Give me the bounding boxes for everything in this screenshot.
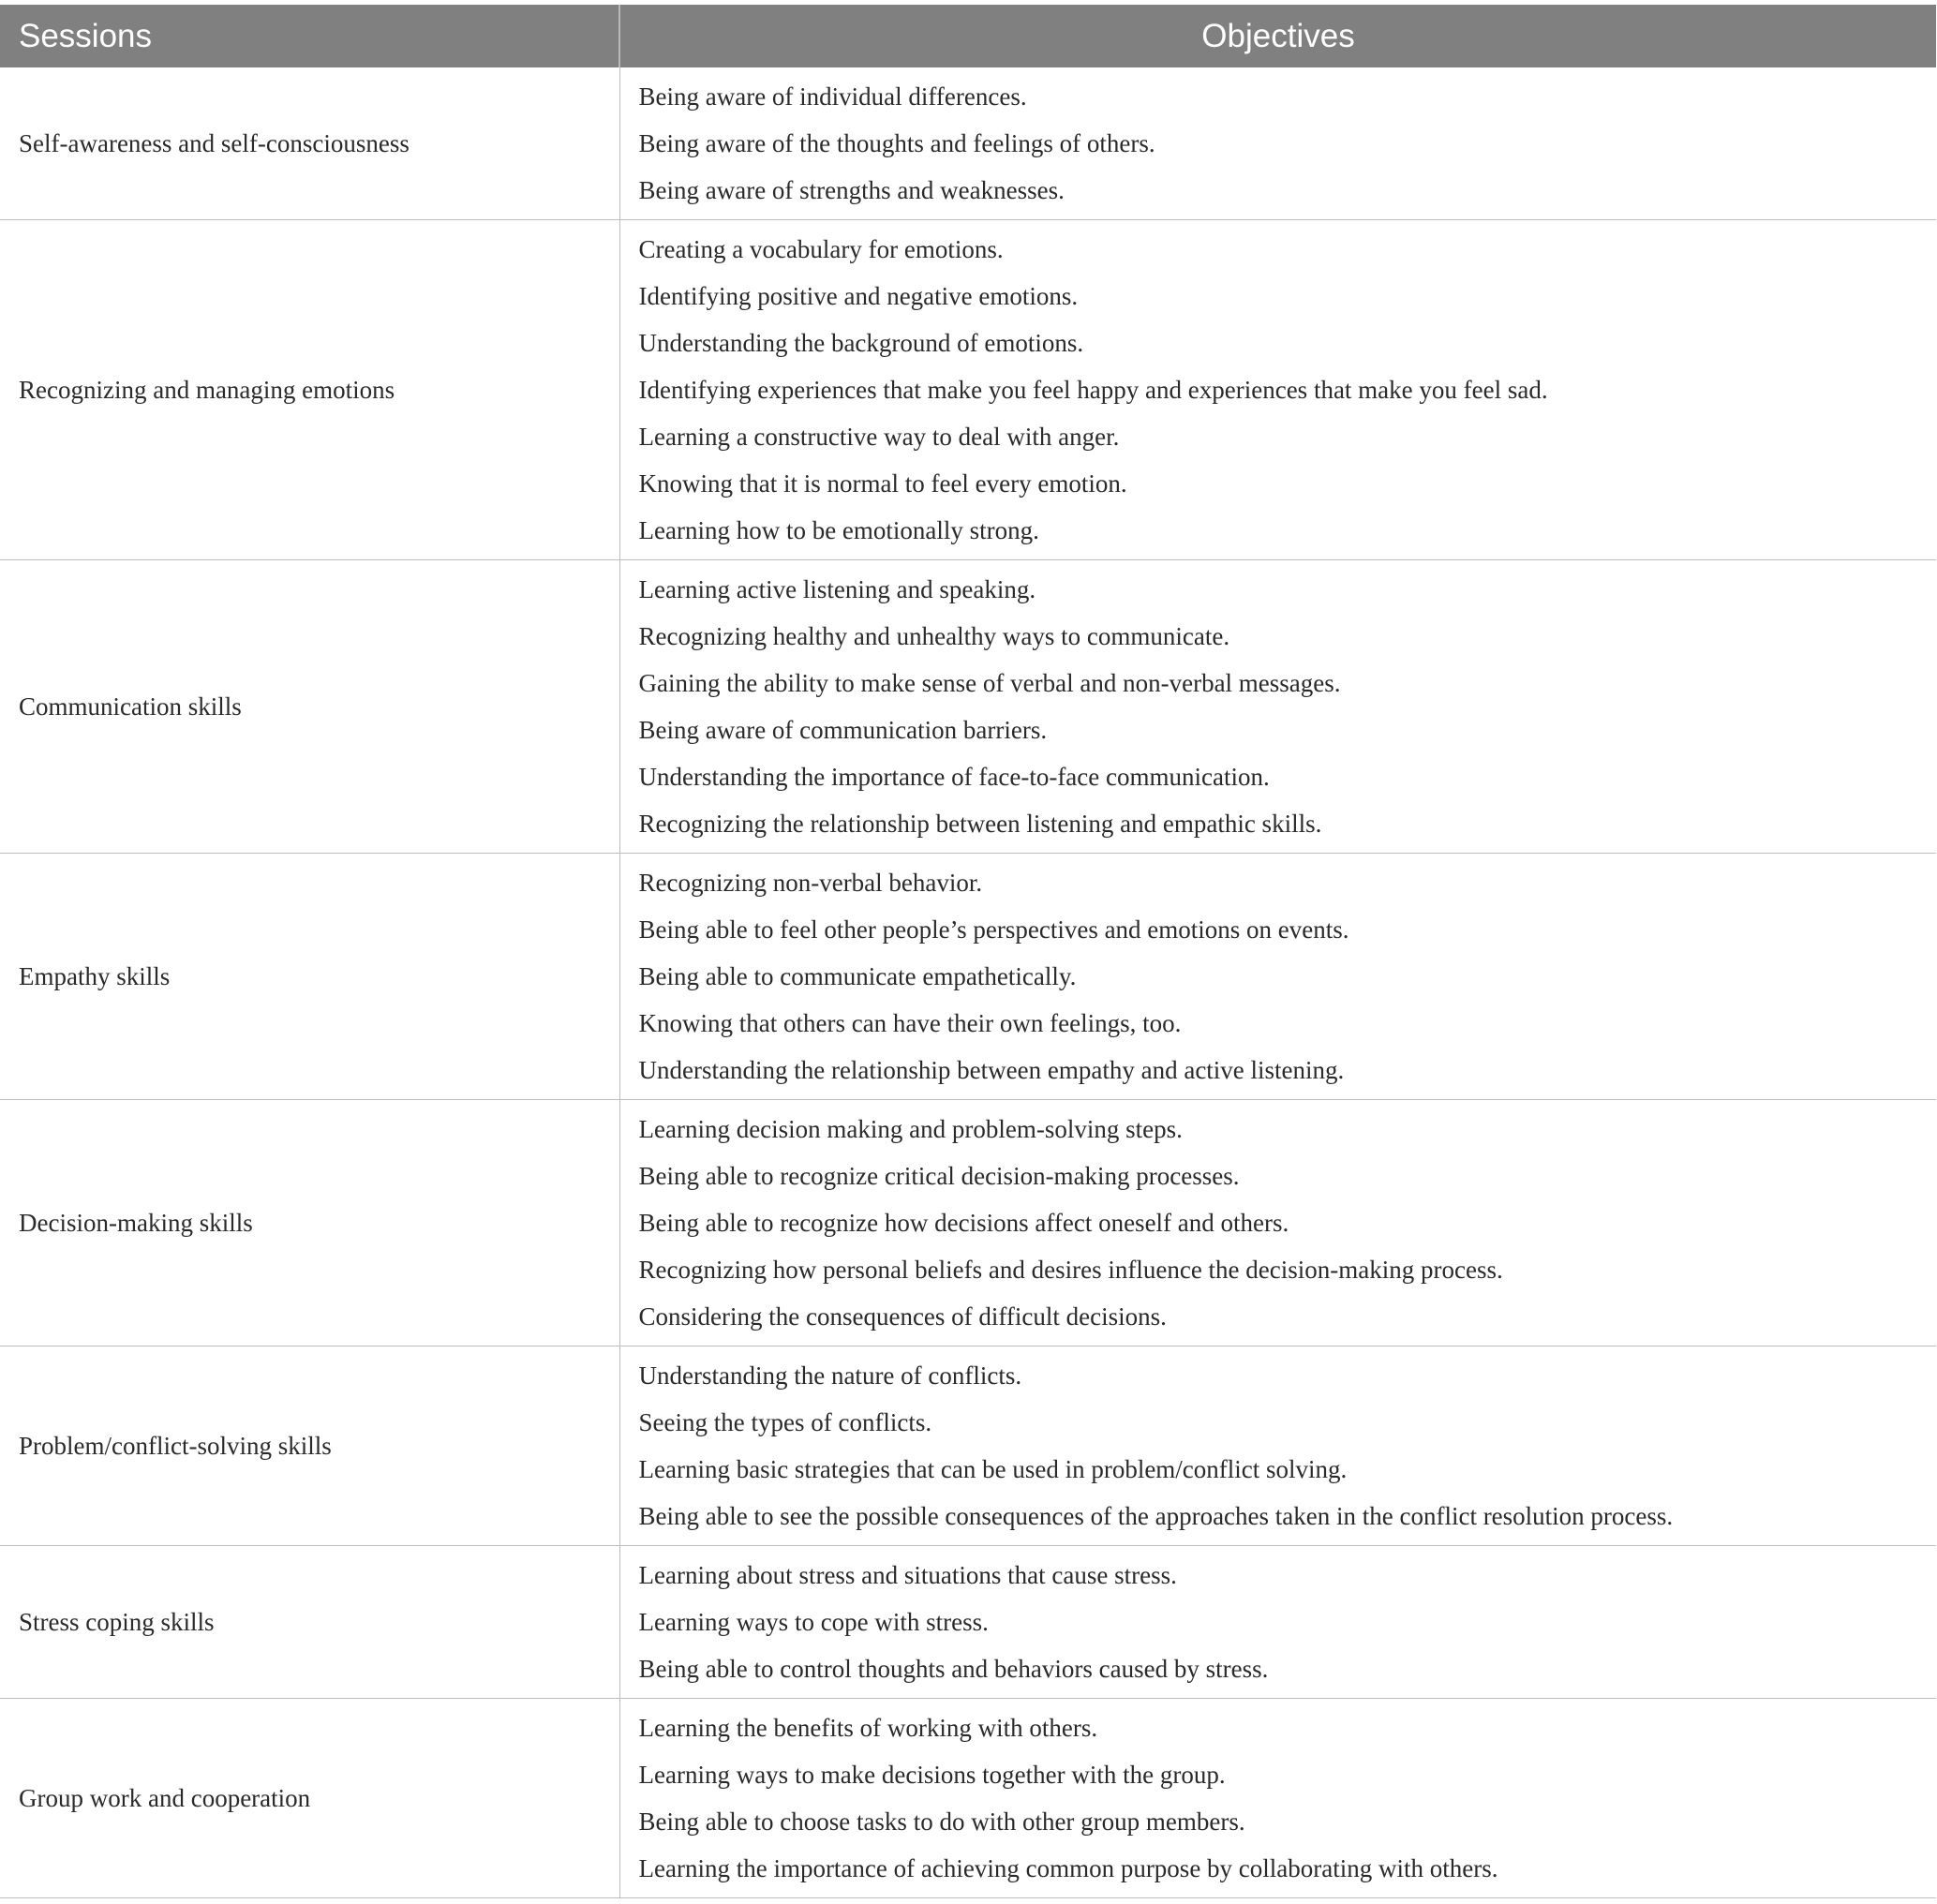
- session-name-cell: Self-awareness and self-consciousness: [0, 67, 619, 220]
- session-name-cell: Recognizing and managing emotions: [0, 220, 619, 560]
- session-name-cell: Stress coping skills: [0, 1546, 619, 1699]
- objective-item: Recognizing healthy and unhealthy ways to communicate.: [638, 622, 1230, 650]
- objective-item: Being aware of communication barriers.: [638, 716, 1048, 744]
- column-header-objectives: Objectives: [619, 5, 1936, 67]
- objective-item: Identifying positive and negative emotions.: [638, 282, 1079, 310]
- objective-item: Being able to feel other people’s perspectives and emotions on events.: [638, 915, 1349, 944]
- column-header-sessions: Sessions: [0, 5, 619, 67]
- objective-item: Learning basic strategies that can be used in problem/conflict solving.: [638, 1455, 1348, 1483]
- session-name-cell: Group work and cooperation: [0, 1699, 619, 1898]
- objective-item: Learning a constructive way to deal with anger.: [638, 423, 1120, 451]
- table-header: [0, 5, 1936, 67]
- objective-item: Identifying experiences that make you feel happy and experiences that make you feel sad.: [638, 376, 1548, 404]
- table-row: [0, 220, 1936, 560]
- objective-item: Considering the consequences of difficult decisions.: [638, 1302, 1167, 1331]
- objective-item: Being aware of the thoughts and feelings of others.: [638, 129, 1155, 157]
- table-row: [0, 67, 1936, 220]
- session-name-cell: Empathy skills: [0, 854, 619, 1100]
- objective-item: Being able to control thoughts and behaviors caused by stress.: [638, 1655, 1269, 1683]
- objective-item: Knowing that it is normal to feel every emotion.: [638, 469, 1127, 498]
- objective-item: Knowing that others can have their own feelings, too.: [638, 1009, 1182, 1037]
- table-row: [0, 560, 1936, 854]
- objective-item: Recognizing how personal beliefs and desires influence the decision-making process.: [638, 1256, 1503, 1284]
- table-row: [0, 1546, 1936, 1699]
- objectives-cell: [619, 1346, 1936, 1546]
- objective-item: Recognizing the relationship between listening and empathic skills.: [638, 810, 1322, 838]
- session-name-cell: Decision-making skills: [0, 1100, 619, 1346]
- objective-item: Being able to recognize critical decision-making processes.: [638, 1162, 1240, 1190]
- objective-item: Being able to communicate empathetically.: [638, 962, 1077, 990]
- objective-item: Learning active listening and speaking.: [638, 575, 1036, 603]
- objective-item: Being able to recognize how decisions affect oneself and others.: [638, 1209, 1289, 1237]
- objective-item: Learning how to be emotionally strong.: [638, 516, 1039, 544]
- objective-item: Understanding the importance of face-to-face communication.: [638, 763, 1270, 791]
- objectives-cell: [619, 560, 1936, 854]
- objective-item: Learning the benefits of working with others.: [638, 1714, 1098, 1742]
- objectives-cell: [619, 220, 1936, 560]
- sessions-objectives-table: [0, 5, 1936, 1898]
- objectives-cell: [619, 1100, 1936, 1346]
- session-name-cell: Problem/conflict-solving skills: [0, 1346, 619, 1546]
- objective-item: Understanding the nature of conflicts.: [638, 1361, 1022, 1390]
- objectives-cell: [619, 1699, 1936, 1898]
- objective-item: Being aware of individual differences.: [638, 82, 1027, 111]
- objective-item: Being able to see the possible consequences of the approaches taken in the conflict resolution process.: [638, 1502, 1674, 1530]
- objective-item: Understanding the relationship between empathy and active listening.: [638, 1056, 1345, 1084]
- objective-item: Being able to choose tasks to do with other group members.: [638, 1807, 1245, 1836]
- table-row: [0, 1100, 1936, 1346]
- objective-item: Learning ways to cope with stress.: [638, 1608, 989, 1636]
- table-body: [0, 67, 1936, 1898]
- objective-item: Being aware of strengths and weaknesses.: [638, 176, 1065, 204]
- session-name-cell: Communication skills: [0, 560, 619, 854]
- table-row: [0, 854, 1936, 1100]
- table-row: [0, 1699, 1936, 1898]
- objective-item: Learning ways to make decisions together with the group.: [638, 1761, 1226, 1789]
- objectives-cell: [619, 67, 1936, 220]
- objective-item: Recognizing non-verbal behavior.: [638, 869, 983, 897]
- objective-item: Learning decision making and problem-solving steps.: [638, 1115, 1183, 1143]
- objective-item: Seeing the types of conflicts.: [638, 1408, 932, 1436]
- objectives-cell: [619, 854, 1936, 1100]
- objective-item: Gaining the ability to make sense of verbal and non-verbal messages.: [638, 669, 1341, 697]
- table-row: [0, 1346, 1936, 1546]
- header-row: [0, 5, 1936, 67]
- objective-item: Learning the importance of achieving common purpose by collaborating with others.: [638, 1854, 1498, 1882]
- objectives-cell: [619, 1546, 1936, 1699]
- objective-item: Creating a vocabulary for emotions.: [638, 235, 1004, 263]
- objective-item: Learning about stress and situations that cause stress.: [638, 1561, 1177, 1589]
- objective-item: Understanding the background of emotions.: [638, 329, 1084, 357]
